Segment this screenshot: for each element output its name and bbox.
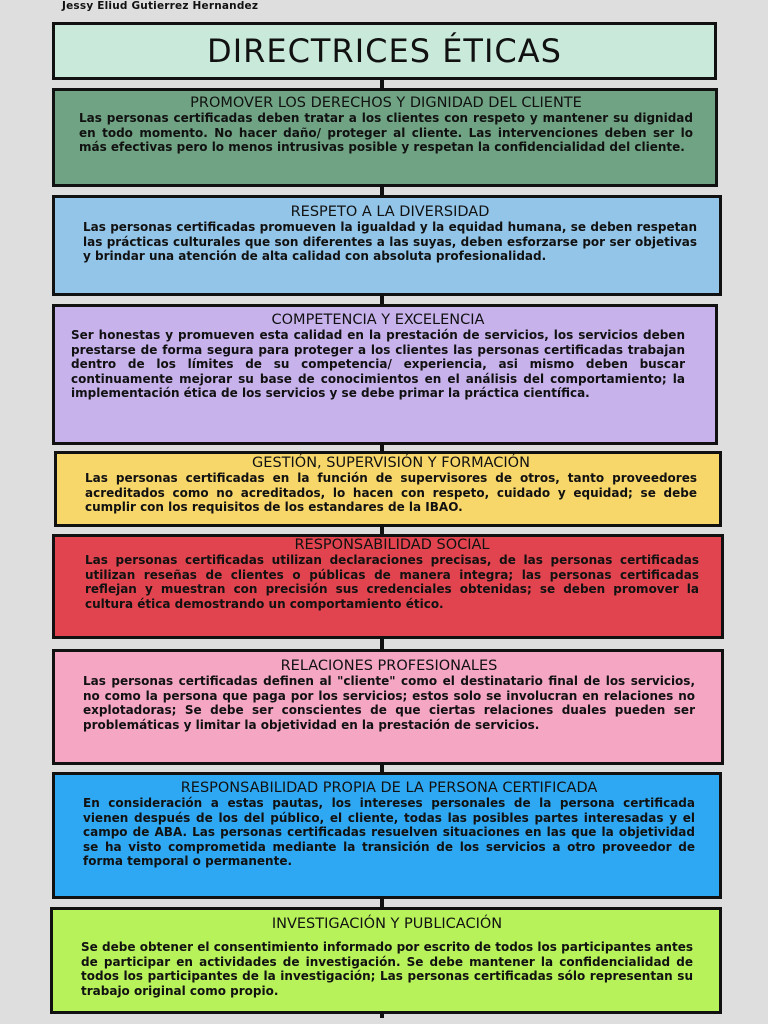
section-heading: RESPONSABILIDAD PROPIA DE LA PERSONA CERTIFICADA [180,780,598,796]
author-name: Jessy Eliud Gutierrez Hernandez [62,0,259,12]
title-box [52,22,717,80]
section-diversity [52,195,722,296]
section-heading: GESTIÓN, SUPERVISIÓN Y FORMACIÓN [252,455,530,471]
page-title: DIRECTRICES ÉTICAS [207,32,562,70]
section-heading: RESPETO A LA DIVERSIDAD [290,204,490,220]
section-management [54,451,722,527]
section-self-responsibility [52,772,722,899]
section-body: Las personas certificadas utilizan declaraciones precisas, de las personas certificadas utilizan reseñas de clientes o públicas de manera integra; las personas certificadas reflejan y muestran con precisión sus credenciales obtenidas; se deben promover la cultura ética demostrando un comportamiento ético. [85,553,699,611]
section-heading: PROMOVER LOS DERECHOS Y DIGNIDAD DEL CLIENTE [190,95,582,111]
section-research [50,907,722,1014]
section-heading: INVESTIGACIÓN Y PUBLICACIÓN [271,916,503,932]
section-heading: COMPETENCIA Y EXCELENCIA [271,312,485,328]
section-professional-relations [52,649,724,765]
section-competence [52,304,718,445]
section-body: Las personas certificadas en la función de supervisores de otros, tanto proveedores acreditados como no acreditados, lo hacen con respeto, cuidado y equidad; se debe cumplir con los requisitos de los estandares de la IBAO. [85,471,697,515]
section-body: Ser honestas y promueven esta calidad en la prestación de servicios, los servicios deben prestarse de forma segura para proteger a los clientes las personas certificadas trabajan dentro de los límites de su competencia/ experiencia, asi mismo deben buscar continuamente mejorar su base de conocimientos en el análisis del comportamiento; la implementación ética de los servicios y se debe primar la práctica científica. [71,328,685,401]
section-promote-rights [52,88,718,187]
section-body: Se debe obtener el consentimiento informado por escrito de todos los participantes antes de participar en actividades de investigación. Se debe mantener la confidencialidad de todos los participantes de la investigación; Las personas certificadas sólo representan su trabajo original como propio. [81,940,693,998]
section-body: Las personas certificadas deben tratar a los clientes con respeto y mantener su dignidad en todo momento. No hacer daño/ proteger al cliente. Las intervenciones deben ser lo más efectivas pero lo menos intrusivas posible y respetan la confidencialidad del cliente. [79,111,693,155]
section-body: Las personas certificadas promueven la igualdad y la equidad humana, se deben respetan las prácticas culturales que son diferentes a las suyas, deben esforzarse por ser objetivas y brindar una atención de alta calidad con absoluta profesionalidad. [83,220,697,264]
section-body: Las personas certificadas definen al "cliente" como el destinatario final de los servicios, no como la persona que paga por los servicios; estos solo se involucran en relaciones no explotadoras; Se debe ser conscientes de que ciertas relaciones duales pueden ser problemáticas y limitar la objetividad en la prestación de servicios. [83,674,695,732]
section-body: En consideración a estas pautas, los intereses personales de la persona certificada vienen después de los del público, el cliente, todas las posibles partes interesadas y el campo de ABA. Las personas certificadas resuelven situaciones en las que la objetividad se ha visto comprometida mediante la transición de los servicios a otro proveedor de forma temporal o permanente. [83,796,695,869]
section-social-responsibility [52,534,724,639]
section-heading: RELACIONES PROFESIONALES [280,658,498,674]
section-heading: RESPONSABILIDAD SOCIAL [294,537,490,553]
